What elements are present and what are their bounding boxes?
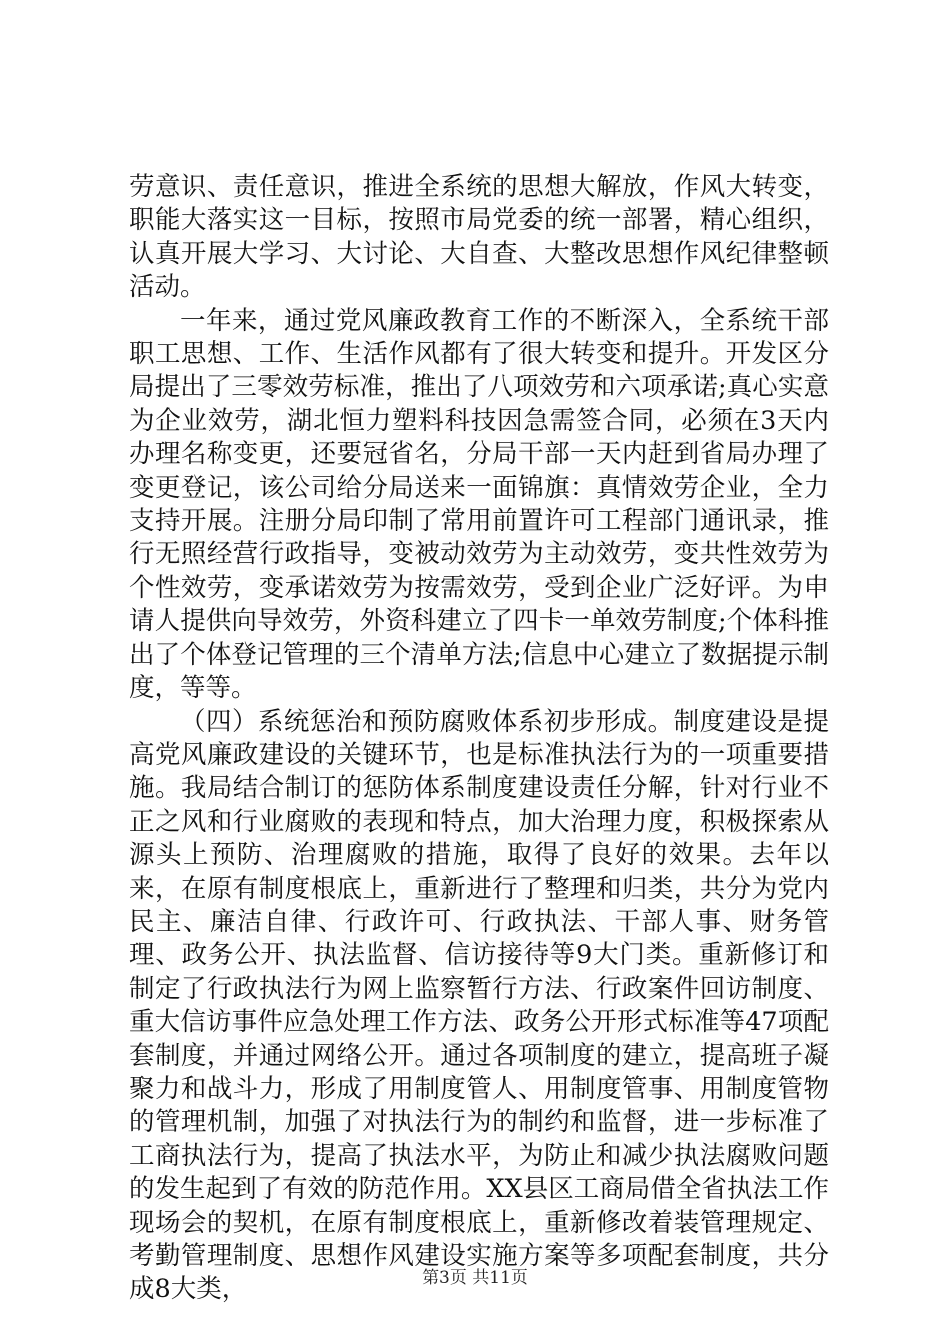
page-number-footer: 第3页 共11页 [422, 1268, 528, 1288]
paragraph-3: （四）系统惩治和预防腐败体系初步形成。制度建设是提高党风廉政建设的关键环节，也是标准执法行为的一项重要措施。我局结合制订的惩防体系制度建设责任分解，针对行业不正之风和行业腐败的表现和特点，加大治理力度，积极探索从源头上预防、治理腐败的措施，取得了良好的效果。去年以来，在原有制度根底上，重新进行了整理和归类，共分为党内民主、廉洁自律、行政许可、行政执法、干部人事、财务管理、政务公开、执法监督、信访接待等9大门类。重新修订和制定了行政执法行为网上监察暂行方法、行政案件回访制度、重大信访事件应急处理工作方法、政务公开形式标准等47项配套制度，并通过网络公开。通过各项制度的建立，提高班子凝聚力和战斗力，形成了用制度管人、用制度管事、用制度管物的管理机制，加强了对执法行为的制约和监督，进一步标准了工商执法行为，提高了执法水平，为防止和减少执法腐败问题的发生起到了有效的防范作用。XX县区工商局借全省执法工作现场会的契机，在原有制度根底上，重新修改着装管理规定、考勤管理制度、思想作风建设实施方案等多项配套制度，共分成8大类， [129, 706, 829, 1305]
paragraph-2: 一年来，通过党风廉政教育工作的不断深入，全系统干部职工思想、工作、生活作风都有了很大转变和提升。开发区分局提出了三零效劳标准，推出了八项效劳和六项承诺;真心实意为企业效劳，湖北恒力塑料科技因急需签合同，必须在3天内办理名称变更，还要冠省名，分局干部一天内赶到省局办理了变更登记，该公司给分局送来一面锦旗：真情效劳企业，全力支持开展。注册分局印制了常用前置许可工程部门通讯录，推行无照经营行政指导，变被动效劳为主动效劳，变共性效劳为个性效劳，变承诺效劳为按需效劳，受到企业广泛好评。为申请人提供向导效劳，外资科建立了四卡一单效劳制度;个体科推出了个体登记管理的三个清单方法;信息中心建立了数据提示制度，等等。 [129, 305, 829, 704]
document-body [129, 171, 829, 1307]
paragraph-1: 劳意识、责任意识，推进全系统的思想大解放，作风大转变，职能大落实这一目标，按照市局党委的统一部署，精心组织，认真开展大学习、大讨论、大自查、大整改思想作风纪律整顿活动。 [129, 172, 829, 303]
